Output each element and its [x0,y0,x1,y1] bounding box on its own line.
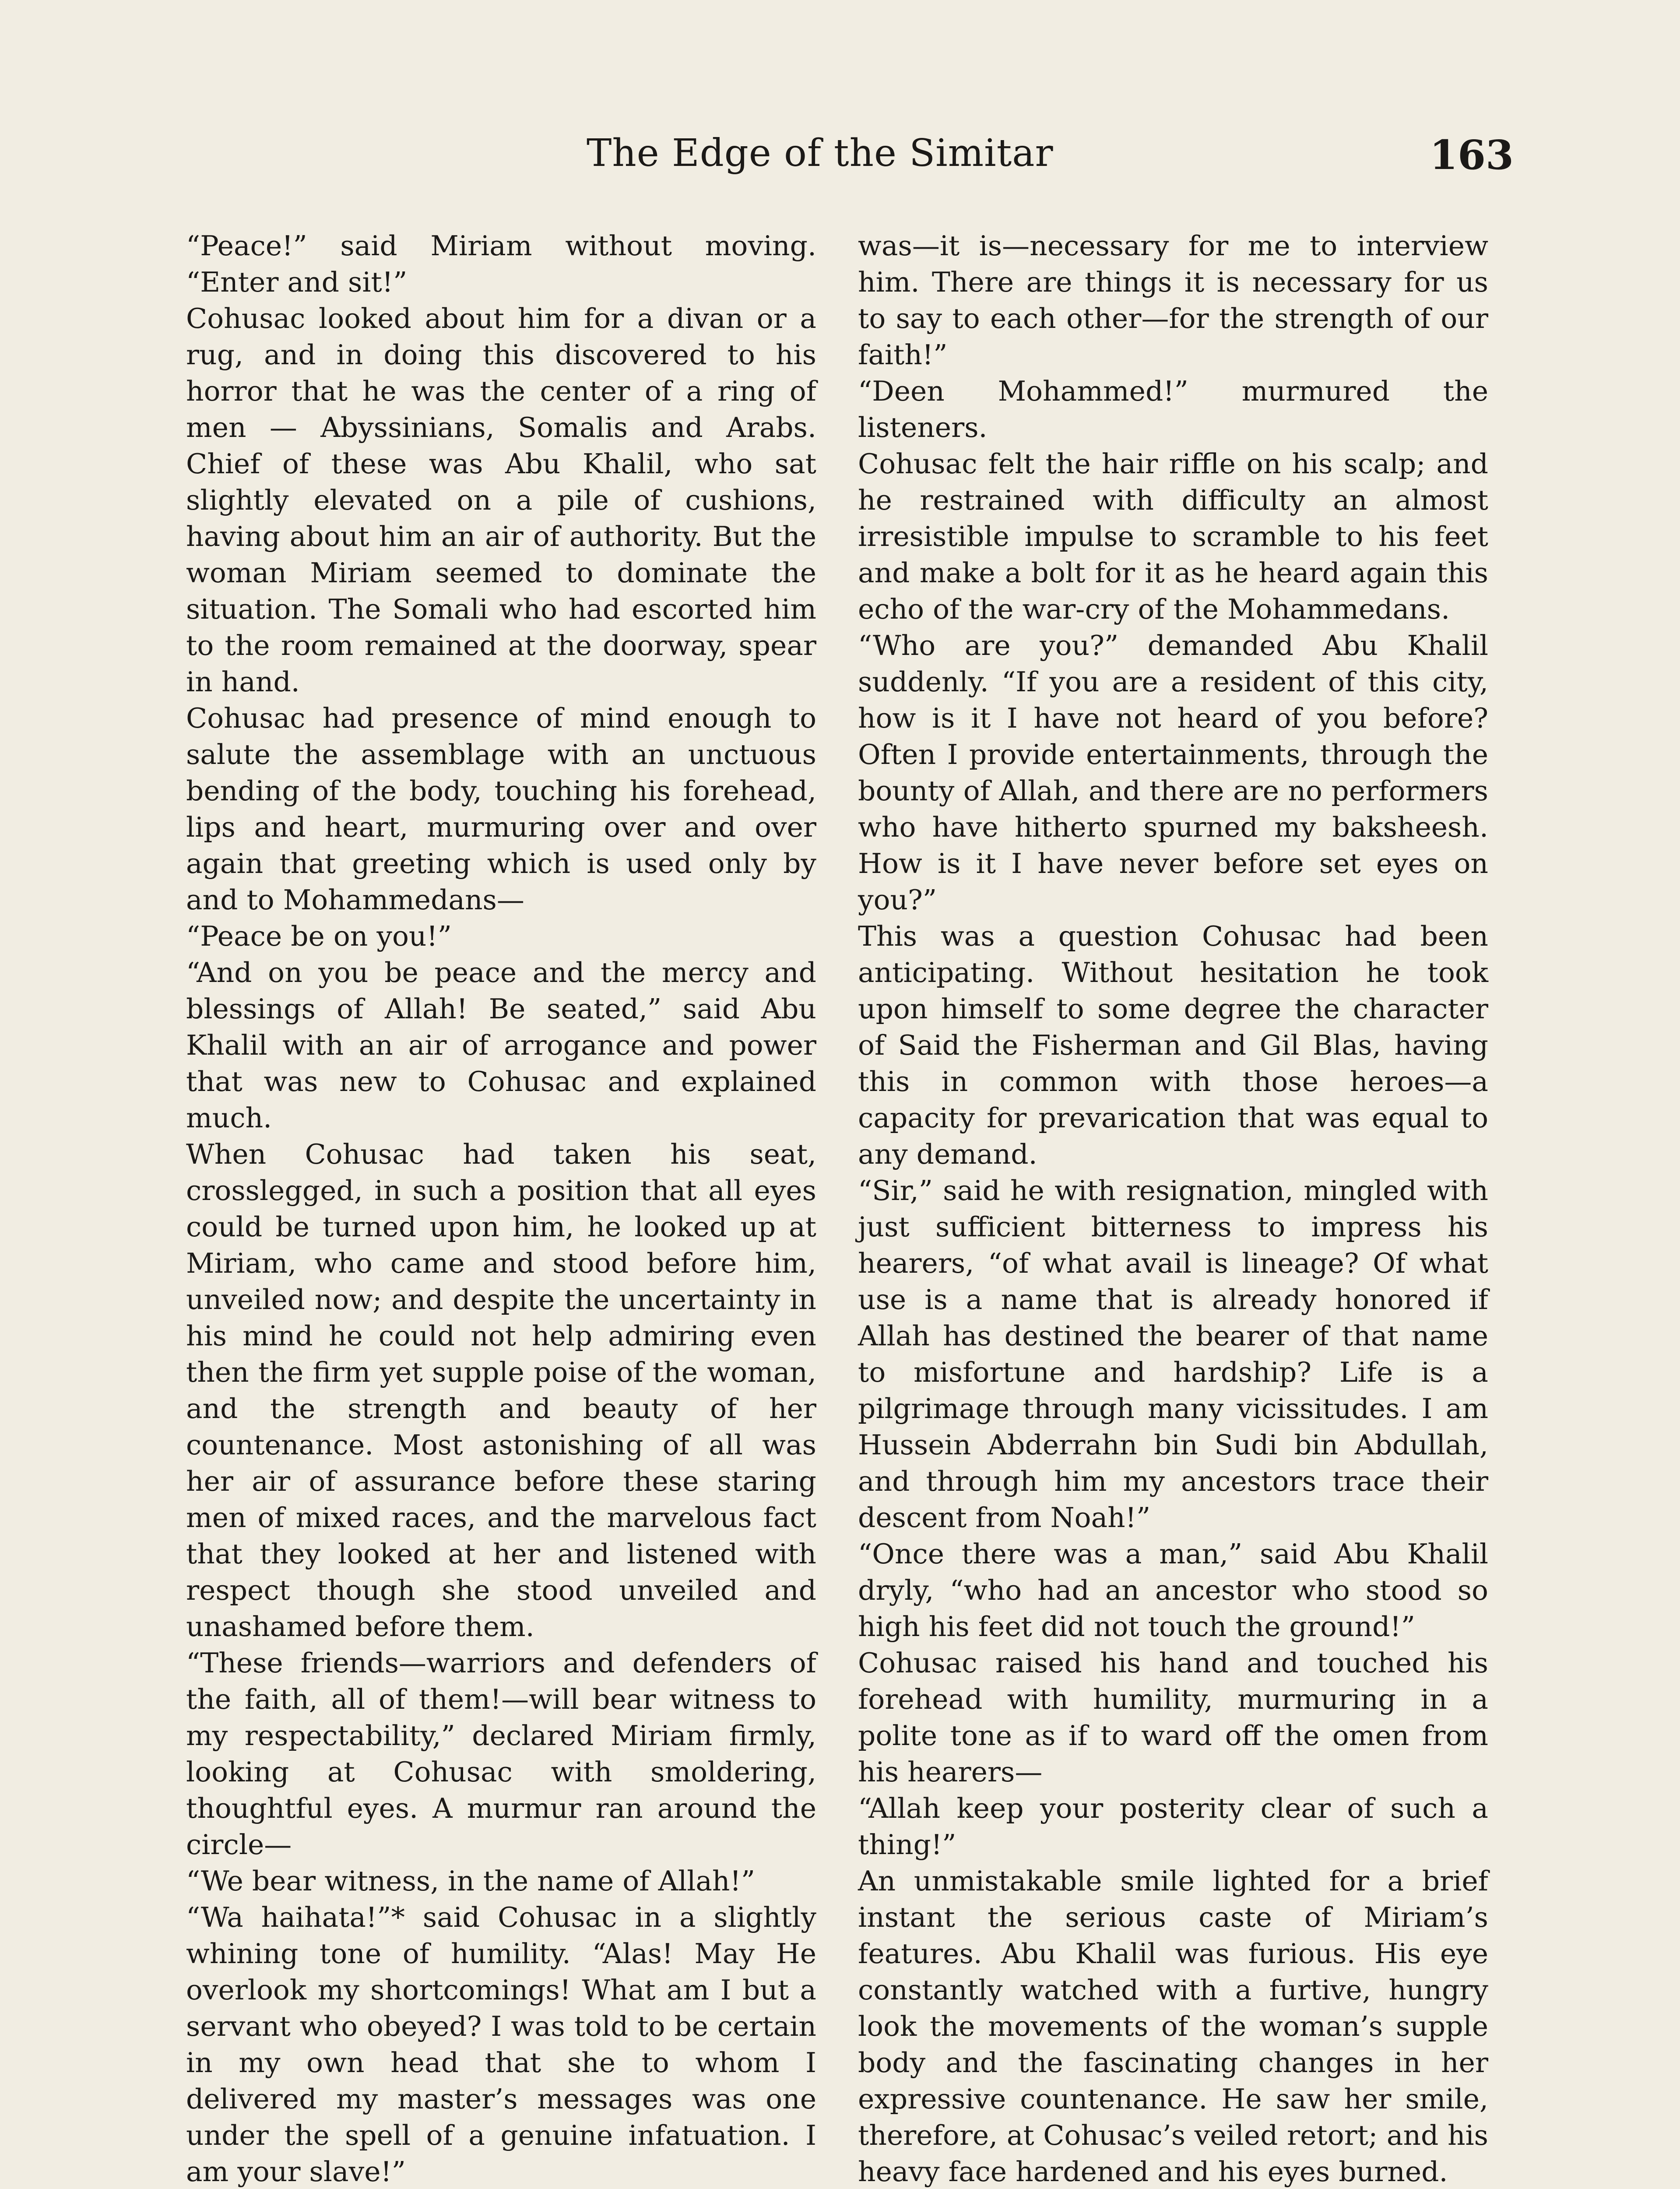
paragraph: “Peace!” said Miriam without moving. “Enter and sit!” [186,230,816,298]
running-title: The Edge of the Simitar [587,131,1054,175]
paragraph: “And on you be peace and the mercy and blessings of Allah! Be seated,” said Abu Khalil with an air of arrogance and power that was new to Cohusac and explained much. [186,957,816,1134]
paragraph: was—it is—necessary for me to interview him. There are things it is necessary for us to say to each other—for the strength of our faith!” [858,230,1488,371]
right-column [858,228,1488,2189]
paragraph: Cohusac felt the hair riffle on his scalp; and he restrained with difficulty an almost irresistible impulse to scramble to his feet and make a bolt for it as he heard again this echo of the war-cry of the Mohammedans. [858,448,1488,625]
paragraph: “Peace be on you!” [186,920,452,952]
page-header [0,131,1680,201]
page-number: 163 [1429,131,1514,179]
paragraph: “Who are you?” demanded Abu Khalil suddenly. “If you are a resident of this city, how is it I have not heard of you before? Often I provide entertainments, through the bounty of Allah, and there are no performers who have hitherto spurned my baksheesh. How is it I have never before set eyes on you?” [858,630,1488,916]
paragraph: “Wa haihata!”* said Cohusac in a slightly whining tone of humility. “Alas! May He overlook my shortcomings! What am I but a servant who obeyed? I was told to be certain in my own head that she to whom I delivered my master’s messages was one under the spell of a genuine infatuation. I am your slave!” [186,1901,816,2188]
paragraph: This was a question Cohusac had been anticipating. Without hesitation he took upon himself to some degree the character of Said the Fisherman and Gil Blas, having this in common with those heroes—a capacity for prevarication that was equal to any demand. [858,920,1488,1170]
paragraph: An unmistakable smile lighted for a brief instant the serious caste of Miriam’s features. Abu Khalil was furious. His eye constantly watched with a furtive, hungry look the movements of the woman’s supple body and the fascinating changes in her expressive countenance. He saw her smile, therefore, at Cohusac’s veiled retort; and his heavy face hardened and his eyes burned. [858,1865,1488,2188]
paragraph: “We bear witness, in the name of Allah!” [186,1865,756,1897]
paragraph: Cohusac raised his hand and touched his forehead with humility, murmuring in a polite tone as if to ward off the omen from his hearers— [858,1647,1488,1788]
paragraph: “Once there was a man,” said Abu Khalil dryly, “who had an ancestor who stood so high his feet did not touch the ground!” [858,1538,1488,1643]
paragraph: “Deen Mohammed!” murmured the listeners. [858,375,1488,443]
paragraph: Cohusac looked about him for a divan or a rug, and in doing this discovered to his horror that he was the center of a ring of men — Abyssinians, Somalis and Arabs. Chief of these was Abu Khalil, who sat slightly elevated on a pile of cushions, having about him an air of authority. But the woman Miriam seemed to dominate the situation. The Somali who had escorted him to the room remained at the doorway, spear in hand. [186,303,816,698]
paragraph: Cohusac had presence of mind enough to salute the assemblage with an unctuous bending of the body, touching his forehead, lips and heart, murmuring over and over again that greeting which is used only by and to Mohammedans— [186,702,816,916]
paragraph: “These friends—warriors and defenders of the faith, all of them!—will bear witness to my respectability,” declared Miriam firmly, looking at Cohusac with smoldering, thoughtful eyes. A murmur ran around the circle— [186,1647,816,1861]
left-column [186,228,816,2189]
paragraph: “Allah keep your posterity clear of such a thing!” [858,1792,1488,1861]
paragraph: When Cohusac had taken his seat, crosslegged, in such a position that all eyes could be turned upon him, he looked up at Miriam, who came and stood before him, unveiled now; and despite the uncertainty in his mind he could not help admiring even then the firm yet supple poise of the woman, and the strength and beauty of her countenance. Most astonishing of all was her air of assurance before these staring men of mixed races, and the marvelous fact that they looked at her and listened with respect though she stood unveiled and unashamed before them. [186,1138,816,1643]
paragraph: “Sir,” said he with resignation, mingled with just sufficient bitterness to impress his hearers, “of what avail is lineage? Of what use is a name that is already honored if Allah has destined the bearer of that name to misfortune and hardship? Life is a pilgrimage through many vicissitudes. I am Hussein Abderrahn bin Sudi bin Abdullah, and through him my ancestors trace their descent from Noah!” [858,1175,1488,1534]
